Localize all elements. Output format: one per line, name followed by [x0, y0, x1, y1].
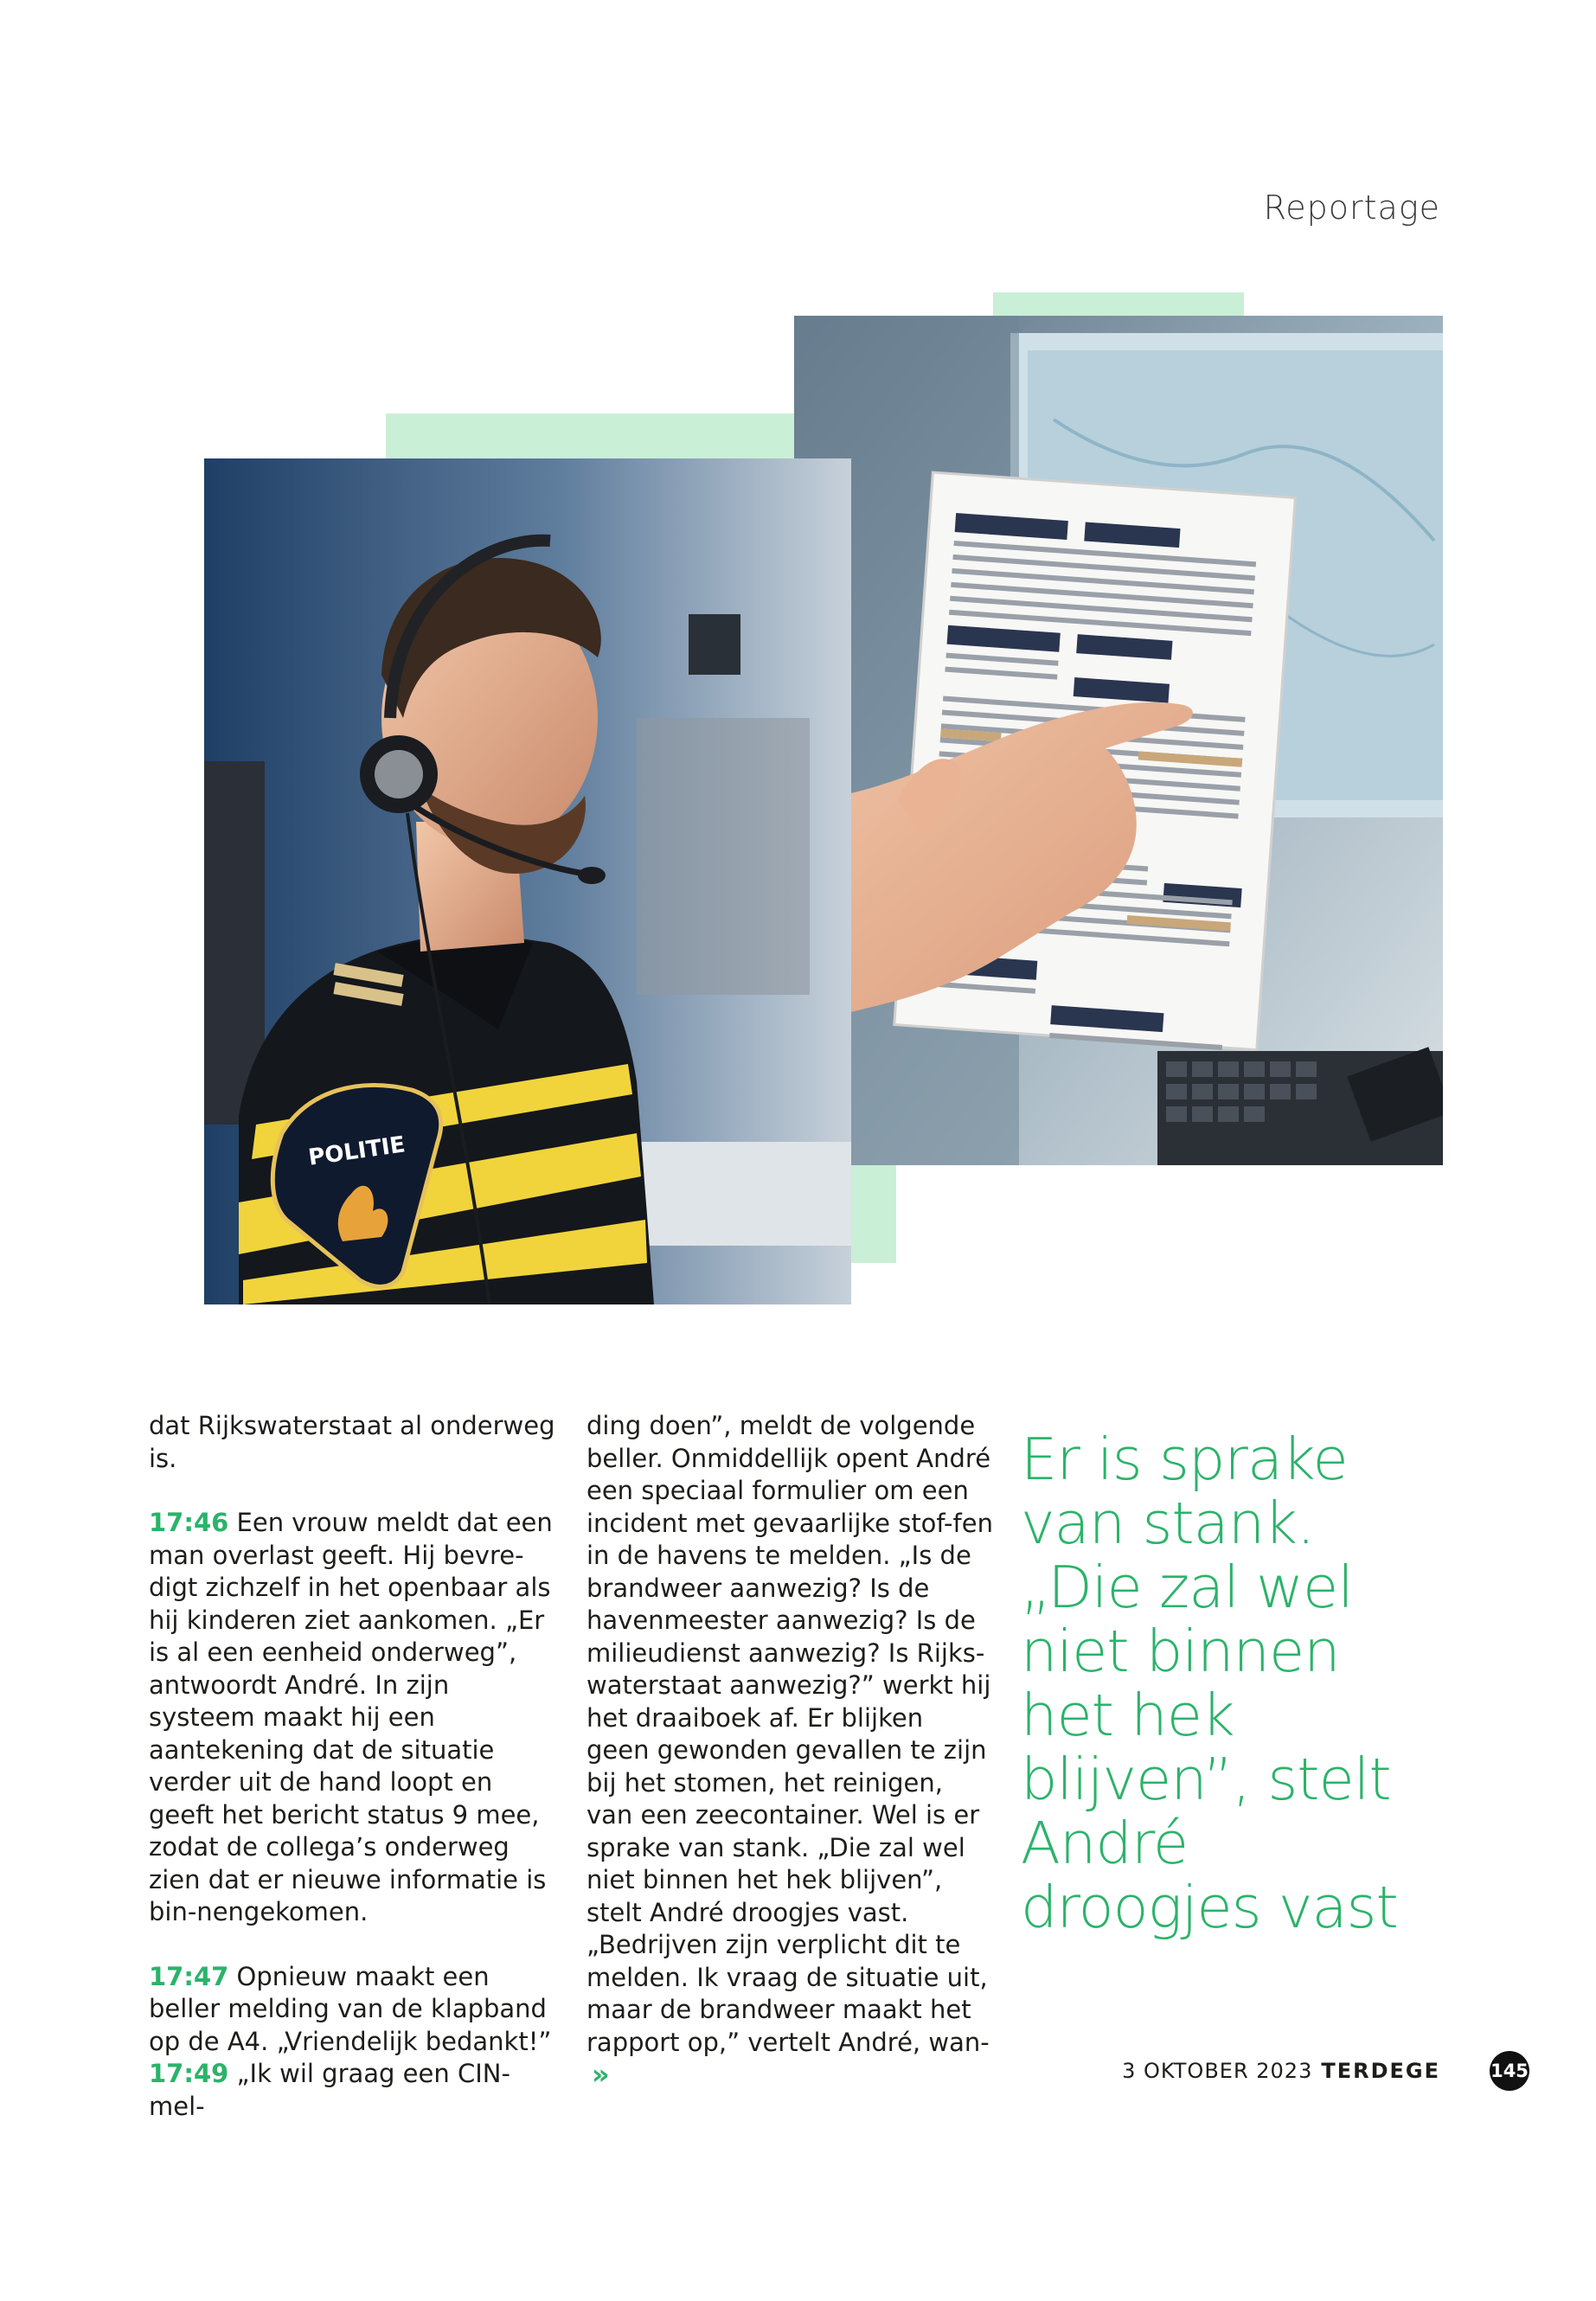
page-footer	[1122, 2059, 1440, 2083]
timestamp: 17:49	[149, 2059, 229, 2088]
photo-code-list	[794, 316, 1443, 1165]
page-number: 145	[1490, 2051, 1529, 2091]
paragraph: dat Rijkswaterstaat al onderweg is.	[149, 1411, 555, 1473]
paragraph	[149, 2058, 555, 2123]
paragraph	[149, 1961, 555, 2059]
issue-date: 3 OKTOBER 2023	[1122, 2059, 1313, 2083]
section-label: Reportage	[1263, 189, 1440, 227]
paragraph-text: ding doen”, meldt de volgende beller. Onmiddellijk opent André een speciaal formulier om een incident met gevaarlijke stof-fen in de havens te melden. „Is de brandweer aanwezig? Is de havenmeester aanwezig? Is de milieudienst aanwezig? Is Rijks-waterstaat aanwezig?” werkt hij het draaiboek af. Er blijken geen gewonden gevallen te zijn bij het stomen, het reinigen, van een zeecontainer. Wel is er sprake van stank. „Die zal wel niet binnen het hek blijven”, stelt André droogjes vast. „Bedrijven zijn verplicht dit te melden. Ik vraag de situatie uit, maar de brandweer maakt het rapport op,” vertelt André, wan-	[586, 1411, 993, 2057]
paragraph-text: Opnieuw maakt een beller melding van de klapband op de A4. „Vriendelijk bedankt!”	[149, 1961, 552, 2056]
timestamp: 17:46	[149, 1508, 229, 1537]
photo-dispatcher	[204, 458, 851, 1304]
paragraph-text: „Ik wil graag een CIN-mel-	[149, 2059, 510, 2121]
paragraph-text: Een vrouw meldt dat een man overlast geeft. Hij bevre-digt zichzelf in het openbaar als hij kinderen ziet aankomen. „Er is al een eenheid onderweg”, antwoordt André. In zijn systeem maakt hij een aantekening dat de situatie verder uit de hand loopt en geeft het bericht status 9 mee, zodat de collega’s onderweg zien dat er nieuwe informatie is bin-nengekomen.	[149, 1508, 553, 1926]
paragraph	[149, 1507, 555, 1929]
badge-text: POLITIE	[306, 1131, 407, 1171]
pull-quote: Er is sprake van stank. „Die zal wel niet binnen het hek blijven”, stelt André droogjes vast	[1021, 1426, 1398, 1941]
timestamp: 17:47	[149, 1961, 229, 1991]
article-column-1	[149, 1410, 555, 2123]
magazine-name: TERDEGE	[1321, 2059, 1440, 2083]
continue-arrow-icon: »	[592, 2058, 610, 2091]
paragraph	[586, 1410, 993, 2093]
article-column-2	[586, 1410, 993, 2093]
